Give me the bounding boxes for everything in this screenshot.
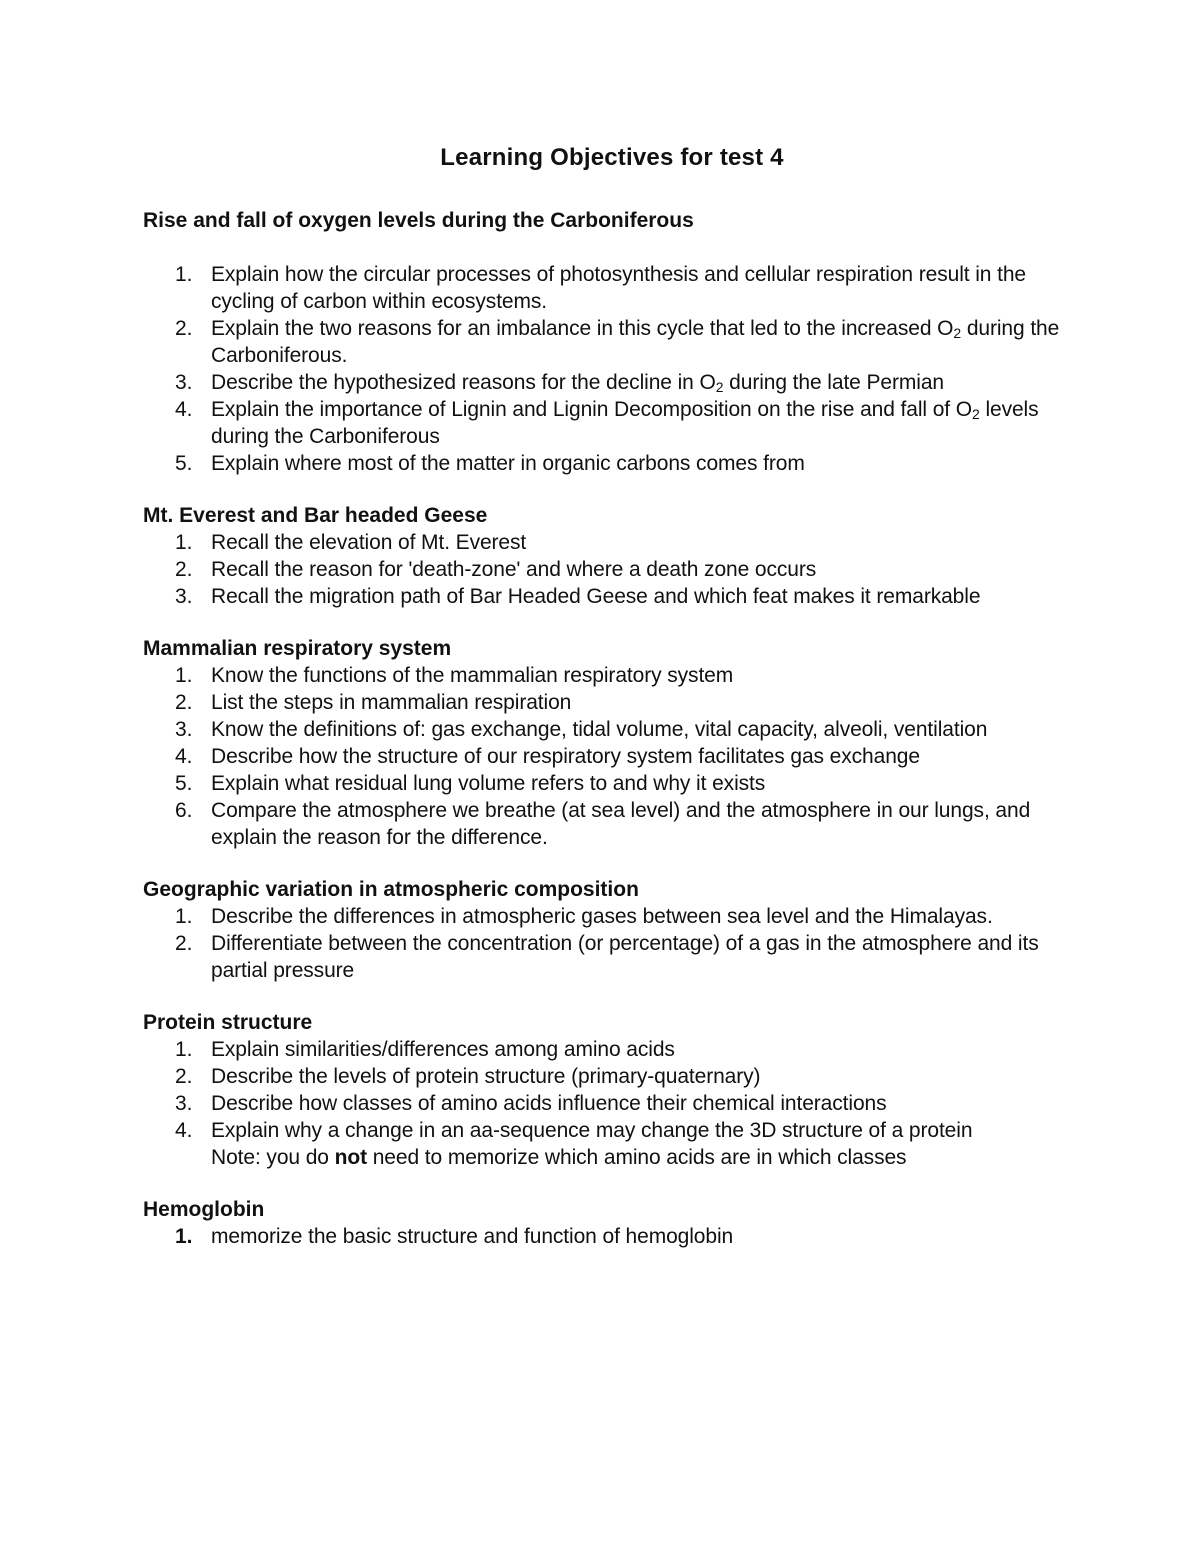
list-item (143, 1117, 1073, 1171)
item-text: Know the definitions of: gas exchange, tidal volume, vital capacity, alveoli, ventilation (211, 718, 988, 741)
list-item (143, 1036, 1073, 1063)
item-number: 1. (175, 263, 193, 286)
list-item (143, 1090, 1073, 1117)
item-number: 1. (175, 1038, 193, 1061)
list-item (143, 261, 1073, 315)
section-heading: Mt. Everest and Bar headed Geese (143, 504, 488, 527)
note-text: Note: you do (211, 1146, 335, 1169)
list-item (143, 450, 1073, 477)
item-number: 1. (175, 905, 193, 928)
objective-list (143, 1223, 1073, 1250)
objective-list (143, 903, 1073, 984)
list-item (143, 770, 1073, 797)
section-heading: Geographic variation in atmospheric composition (143, 878, 639, 901)
item-text: memorize the basic structure and function of hemoglobin (211, 1225, 734, 1248)
item-number: 3. (175, 585, 193, 608)
section-heading: Protein structure (143, 1011, 313, 1034)
list-item (143, 315, 1073, 369)
section-heading: Mammalian respiratory system (143, 637, 452, 660)
objective-list (143, 261, 1073, 477)
item-number: 3. (175, 371, 193, 394)
item-number: 4. (175, 398, 193, 421)
list-item (143, 529, 1073, 556)
item-text: Know the functions of the mammalian respiratory system (211, 664, 734, 687)
list-item (143, 1063, 1073, 1090)
item-text: Recall the elevation of Mt. Everest (211, 531, 527, 554)
page-title: Learning Objectives for test 4 (440, 144, 784, 171)
objective-list (143, 662, 1073, 851)
item-number: 4. (175, 745, 193, 768)
section-respiratory (143, 635, 1073, 851)
spacer (143, 234, 1073, 261)
section-carboniferous (143, 207, 1073, 477)
list-item (143, 797, 1073, 851)
section-hemoglobin (143, 1196, 1073, 1250)
item-text: Explain the two reasons for an imbalance in this cycle that led to the increased O (211, 317, 954, 340)
list-item (143, 716, 1073, 743)
objective-list (143, 529, 1073, 610)
item-text: Describe the levels of protein structure (primary-quaternary) (211, 1065, 761, 1088)
item-number: 2. (175, 317, 193, 340)
item-number: 1. (175, 664, 193, 687)
item-number: 6. (175, 799, 193, 822)
subscript: 2 (972, 406, 980, 422)
item-number: 4. (175, 1119, 193, 1142)
item-number: 5. (175, 772, 193, 795)
item-text: Recall the reason for 'death-zone' and where a death zone occurs (211, 558, 817, 581)
item-text: Recall the migration path of Bar Headed Geese and which feat makes it remarkable (211, 585, 981, 608)
section-heading: Hemoglobin (143, 1198, 265, 1221)
section-heading: Rise and fall of oxygen levels during the Carboniferous (143, 209, 694, 232)
item-text: Explain the importance of Lignin and Lignin Decomposition on the rise and fall of O (211, 398, 973, 421)
section-protein (143, 1009, 1073, 1171)
item-number: 1. (175, 1225, 193, 1248)
document-page (143, 138, 1073, 1250)
list-item (143, 903, 1073, 930)
list-item (143, 396, 1073, 450)
item-text-cont: levels during the Carboniferous (211, 398, 1039, 448)
subscript: 2 (715, 379, 724, 395)
list-item (143, 1223, 1073, 1250)
subscript: 2 (953, 325, 962, 341)
item-text: Explain why a change in an aa-sequence may change the 3D structure of a protein (211, 1119, 973, 1142)
item-text: Compare the atmosphere we breathe (at sea level) and the atmosphere in our lungs, and explain the reason for the difference. (211, 799, 1031, 849)
item-number: 1. (175, 531, 193, 554)
item-text: Describe how classes of amino acids influence their chemical interactions (211, 1092, 887, 1115)
item-text: Describe the hypothesized reasons for the decline in O (211, 371, 716, 394)
list-item (143, 556, 1073, 583)
item-number: 5. (175, 452, 193, 475)
item-number: 2. (175, 1065, 193, 1088)
item-text: List the steps in mammalian respiration (211, 691, 572, 714)
item-number: 2. (175, 558, 193, 581)
list-item (143, 583, 1073, 610)
section-everest (143, 502, 1073, 610)
note-text-cont: need to memorize which amino acids are in which classes (366, 1146, 907, 1169)
note (211, 1144, 1073, 1171)
item-text: Describe the differences in atmospheric gases between sea level and the Himalayas. (211, 905, 993, 928)
item-text-cont: during the late Permian (723, 371, 944, 394)
section-geographic (143, 876, 1073, 984)
list-item (143, 743, 1073, 770)
item-text: Differentiate between the concentration (or percentage) of a gas in the atmosphere and its partial pressure (211, 932, 1039, 982)
item-text: Explain how the circular processes of photosynthesis and cellular respiration result in the cycling of carbon within ecosystems. (211, 263, 1026, 313)
item-text: Describe how the structure of our respiratory system facilitates gas exchange (211, 745, 920, 768)
list-item (143, 689, 1073, 716)
item-text: Explain where most of the matter in organic carbons comes from (211, 452, 805, 475)
item-text: Explain similarities/differences among amino acids (211, 1038, 675, 1061)
item-number: 2. (175, 691, 193, 714)
list-item (143, 369, 1073, 396)
item-number: 2. (175, 932, 193, 955)
item-number: 3. (175, 718, 193, 741)
list-item (143, 930, 1073, 984)
item-text-cont: during the Carboniferous. (211, 317, 1060, 367)
objective-list (143, 1036, 1073, 1171)
note-emphasis: not (334, 1146, 367, 1169)
list-item (143, 662, 1073, 689)
item-number: 3. (175, 1092, 193, 1115)
item-text: Explain what residual lung volume refers to and why it exists (211, 772, 766, 795)
